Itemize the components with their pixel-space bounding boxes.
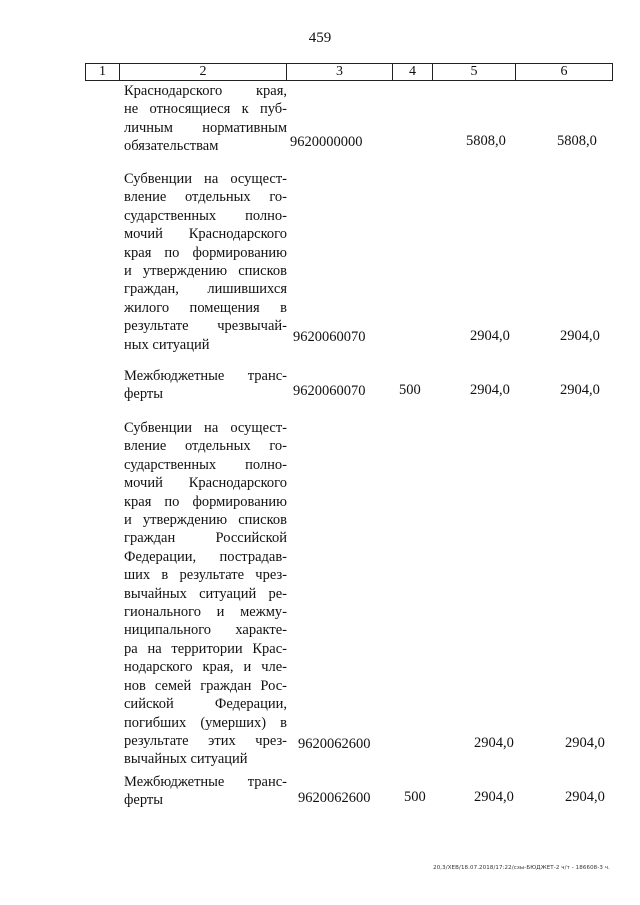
description-line: вление отдельных го- bbox=[124, 438, 287, 455]
description-line: мочий Краснодарского bbox=[124, 475, 287, 492]
description-line: края по формированию bbox=[124, 244, 287, 261]
table-row-4-value-5: 2904,0 bbox=[474, 735, 514, 751]
table-row-5-code: 9620062600 bbox=[298, 790, 371, 806]
table-row-1-value-5: 5808,0 bbox=[466, 133, 506, 149]
table-row-1-code: 9620000000 bbox=[290, 134, 363, 150]
description-line: ферты bbox=[124, 386, 163, 403]
table-header-row bbox=[85, 63, 613, 81]
table-row-3-description bbox=[124, 367, 287, 404]
description-line: погибших (умерших) в bbox=[124, 714, 287, 731]
page-number: 459 bbox=[308, 30, 332, 46]
description-line: и утверждению списков bbox=[124, 263, 287, 280]
description-line: результате чрезвычай- bbox=[124, 318, 287, 335]
table-row-1-description bbox=[124, 82, 287, 156]
column-header-1: 1 bbox=[99, 64, 106, 79]
description-line: ферты bbox=[124, 792, 163, 809]
table-row-5-value-6: 2904,0 bbox=[565, 789, 605, 805]
description-line: гионального и межму- bbox=[124, 604, 287, 621]
description-line: Федерации, пострадав- bbox=[124, 548, 287, 565]
description-line: ших в результате чрез- bbox=[124, 567, 287, 584]
table-row-4-code: 9620062600 bbox=[298, 736, 371, 752]
column-header-5: 5 bbox=[432, 64, 515, 80]
description-line: сийской Федерации, bbox=[124, 696, 287, 713]
table-row-2-value-5: 2904,0 bbox=[470, 328, 510, 344]
table-row-1-value-6: 5808,0 bbox=[557, 133, 597, 149]
description-line: ных ситуаций bbox=[124, 336, 210, 353]
table-row-3-type: 500 bbox=[399, 382, 421, 398]
table-row-3-code: 9620060070 bbox=[293, 383, 366, 399]
description-line: Краснодарского края, bbox=[124, 83, 287, 99]
description-line: граждан, лишившихся bbox=[124, 281, 287, 298]
description-line: нов семей граждан Рос- bbox=[124, 677, 287, 694]
table-row-4-value-6: 2904,0 bbox=[565, 735, 605, 751]
table-row-2-description bbox=[124, 170, 287, 354]
description-line: мочий Краснодарского bbox=[124, 226, 287, 243]
description-line: края по формированию bbox=[124, 493, 287, 510]
description-line: не относящиеся к пуб- bbox=[124, 101, 287, 118]
column-header-3: 3 bbox=[286, 64, 392, 80]
column-header-2: 2 bbox=[119, 64, 286, 80]
description-line: личным нормативным bbox=[124, 119, 287, 136]
description-line: и утверждению списков bbox=[124, 512, 287, 529]
description-line: сударственных полно- bbox=[124, 207, 287, 224]
footer-print-stamp: 20,3/ХЕВ/18.07.2018/17:22/сзы-БЮДЖЕТ-2 ч/т - 186608-3 ч. bbox=[433, 865, 610, 871]
table-row-3-value-6: 2904,0 bbox=[560, 382, 600, 398]
column-header-6: 6 bbox=[515, 64, 612, 80]
column-header-4: 4 bbox=[392, 64, 432, 80]
table-row-2-code: 9620060070 bbox=[293, 329, 366, 345]
description-line: результате этих чрез- bbox=[124, 732, 287, 749]
table-row-2-value-6: 2904,0 bbox=[560, 328, 600, 344]
table-row-3-value-5: 2904,0 bbox=[470, 382, 510, 398]
description-line: ниципального характе- bbox=[124, 622, 287, 639]
table-row-5-description bbox=[124, 773, 287, 810]
table-row-5-value-5: 2904,0 bbox=[474, 789, 514, 805]
description-line: вление отдельных го- bbox=[124, 189, 287, 206]
description-line: Межбюджетные транс- bbox=[124, 368, 287, 384]
table-row-5-type: 500 bbox=[404, 789, 426, 805]
description-line: сударственных полно- bbox=[124, 456, 287, 473]
description-line: вычайных ситуаций ре- bbox=[124, 585, 287, 602]
description-line: ра на территории Крас- bbox=[124, 640, 287, 657]
description-line: граждан Российской bbox=[124, 530, 287, 547]
description-line: вычайных ситуаций bbox=[124, 751, 248, 768]
description-line: нодарского края, и чле- bbox=[124, 659, 287, 676]
description-line: Субвенции на осущест- bbox=[124, 171, 287, 187]
description-line: обязательствам bbox=[124, 138, 219, 155]
table-row-4-description bbox=[124, 419, 287, 769]
description-line: Межбюджетные транс- bbox=[124, 774, 287, 790]
description-line: жилого помещения в bbox=[124, 299, 287, 316]
description-line: Субвенции на осущест- bbox=[124, 420, 287, 436]
